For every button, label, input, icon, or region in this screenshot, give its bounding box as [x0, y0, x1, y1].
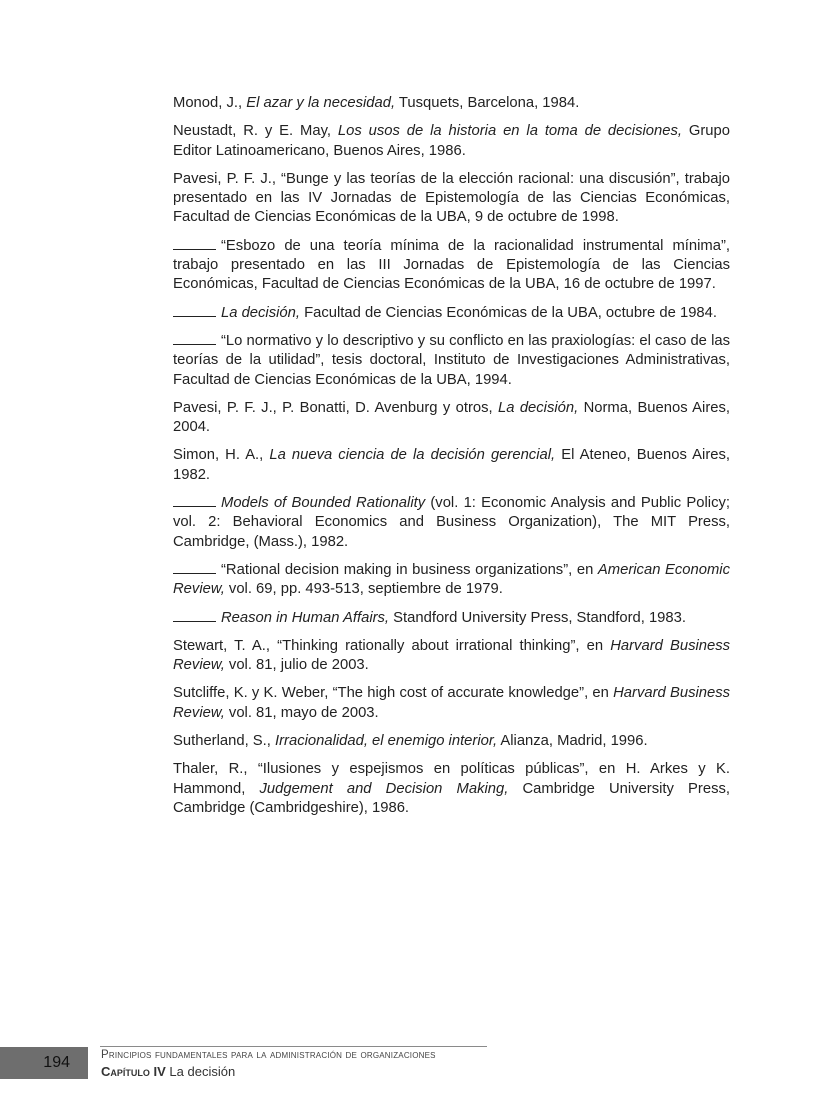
chapter-label: Capítulo IV: [101, 1064, 166, 1079]
reference-entry: [173, 304, 730, 323]
reference-entry: [173, 122, 730, 161]
reference-entry: [173, 561, 730, 600]
reference-text: Alianza, Madrid, 1996.: [497, 733, 648, 750]
reference-title: La decisión,: [221, 304, 300, 321]
running-chapter: [101, 1064, 235, 1079]
reference-entry: [173, 760, 730, 818]
reference-entry: [173, 494, 730, 552]
reference-entry: [173, 637, 730, 676]
reference-title: Los usos de la historia en la toma de decisiones,: [337, 123, 682, 140]
reference-text: “Lo normativo y lo descriptivo y su conflicto en las praxiologías: el caso de las teorías de la utilidad”, tesis doctoral, Instituto de Investigaciones Administrativas, Facultad de Ciencias Económicas de la UBA, 1994.: [173, 332, 730, 388]
reference-text: vol. 81, julio de 2003.: [224, 657, 369, 674]
reference-text: “Rational decision making in business organizations”, en: [221, 561, 598, 578]
reference-text: vol. 81, mayo de 2003.: [224, 704, 379, 721]
reference-text: El Ateneo, Buenos Aires, 1982.: [173, 447, 730, 483]
repeated-author-rule: [173, 561, 216, 574]
reference-text: Thaler, R., “Ilusiones y espejismos en políticas públicas”, en H. Arkes y K. Hammond,: [173, 761, 730, 797]
reference-text: Monod, J.,: [173, 95, 247, 111]
reference-entry: [173, 332, 730, 390]
reference-text: Tusquets, Barcelona, 1984.: [395, 95, 580, 111]
reference-title: Reason in Human Affairs,: [221, 609, 390, 626]
page-number-box: [0, 1047, 88, 1079]
reference-entry: [173, 94, 730, 113]
reference-title: La nueva ciencia de la decisión gerencial,: [269, 447, 556, 464]
repeated-author-rule: [173, 332, 216, 345]
reference-text: Grupo Editor Latinoamericano, Buenos Aires, 1986.: [173, 123, 730, 159]
reference-list: [173, 94, 730, 827]
repeated-author-rule: [173, 609, 216, 622]
reference-text: Sutcliffe, K. y K. Weber, “The high cost of accurate knowledge”, en: [173, 685, 614, 702]
chapter-title: La decisión: [169, 1064, 236, 1079]
footer-divider: [100, 1046, 487, 1047]
reference-text: (vol. 1: Economic Analysis and Public Policy; vol. 2: Behavioral Economics and Business Organization), The MIT Press, Cambridge, (Mass.), 1982.: [173, 495, 730, 550]
reference-entry: [173, 399, 730, 438]
page-number: 194: [43, 1054, 70, 1071]
reference-title: Harvard Business Review,: [173, 685, 731, 721]
reference-title: Irracionalidad, el enemigo interior,: [275, 733, 498, 750]
reference-text: Sutherland, S.,: [173, 733, 275, 750]
reference-entry: [173, 170, 730, 228]
running-book-title: Principios fundamentales para la administración de organizaciones: [101, 1049, 436, 1061]
reference-entry: [173, 684, 730, 723]
reference-entry: [173, 237, 730, 295]
repeated-author-rule: [173, 494, 216, 507]
reference-text: Facultad de Ciencias Económicas de la UBA, octubre de 1984.: [299, 304, 717, 321]
reference-text: vol. 69, pp. 493-513, septiembre de 1979.: [224, 581, 503, 598]
reference-title: Harvard Business Review,: [173, 637, 731, 674]
reference-text: Pavesi, P. F. J., P. Bonatti, D. Avenburg y otros,: [173, 399, 498, 416]
repeated-author-rule: [173, 237, 216, 250]
reference-text: Stewart, T. A., “Thinking rationally about irrational thinking”, en: [173, 637, 611, 654]
reference-title: La decisión,: [498, 399, 579, 416]
reference-text: Standford University Press, Standford, 1983.: [389, 609, 686, 626]
reference-title: Models of Bounded Rationality: [221, 495, 426, 512]
reference-text: Neustadt, R. y E. May,: [173, 123, 338, 140]
reference-text: Pavesi, P. F. J., “Bunge y las teorías de la elección racional: una discusión”, trabajo presentado en las IV Jornadas de Epistemología de las Ciencias Económicas, Facultad de Ciencias Económicas de la UBA, 9 de octubre de 1998.: [173, 170, 730, 226]
reference-text: Simon, H. A.,: [173, 447, 270, 464]
reference-entry: [173, 732, 730, 751]
reference-text: Cambridge University Press, Cambridge (Cambridgeshire), 1986.: [173, 780, 730, 816]
reference-title: American Economic Review,: [173, 561, 730, 598]
repeated-author-rule: [173, 304, 216, 317]
reference-text: “Esbozo de una teoría mínima de la racionalidad instrumental mínima”, trabajo presentado en las III Jornadas de Epistemología de las Ciencias Económicas, Facultad de Ciencias Económicas de la UBA, 16 de octubre de 1997.: [173, 237, 730, 293]
reference-title: El azar y la necesidad,: [246, 95, 396, 111]
reference-text: Norma, Buenos Aires, 2004.: [173, 399, 730, 436]
reference-title: Judgement and Decision Making,: [259, 780, 509, 797]
reference-entry: [173, 609, 730, 628]
reference-entry: [173, 446, 730, 485]
